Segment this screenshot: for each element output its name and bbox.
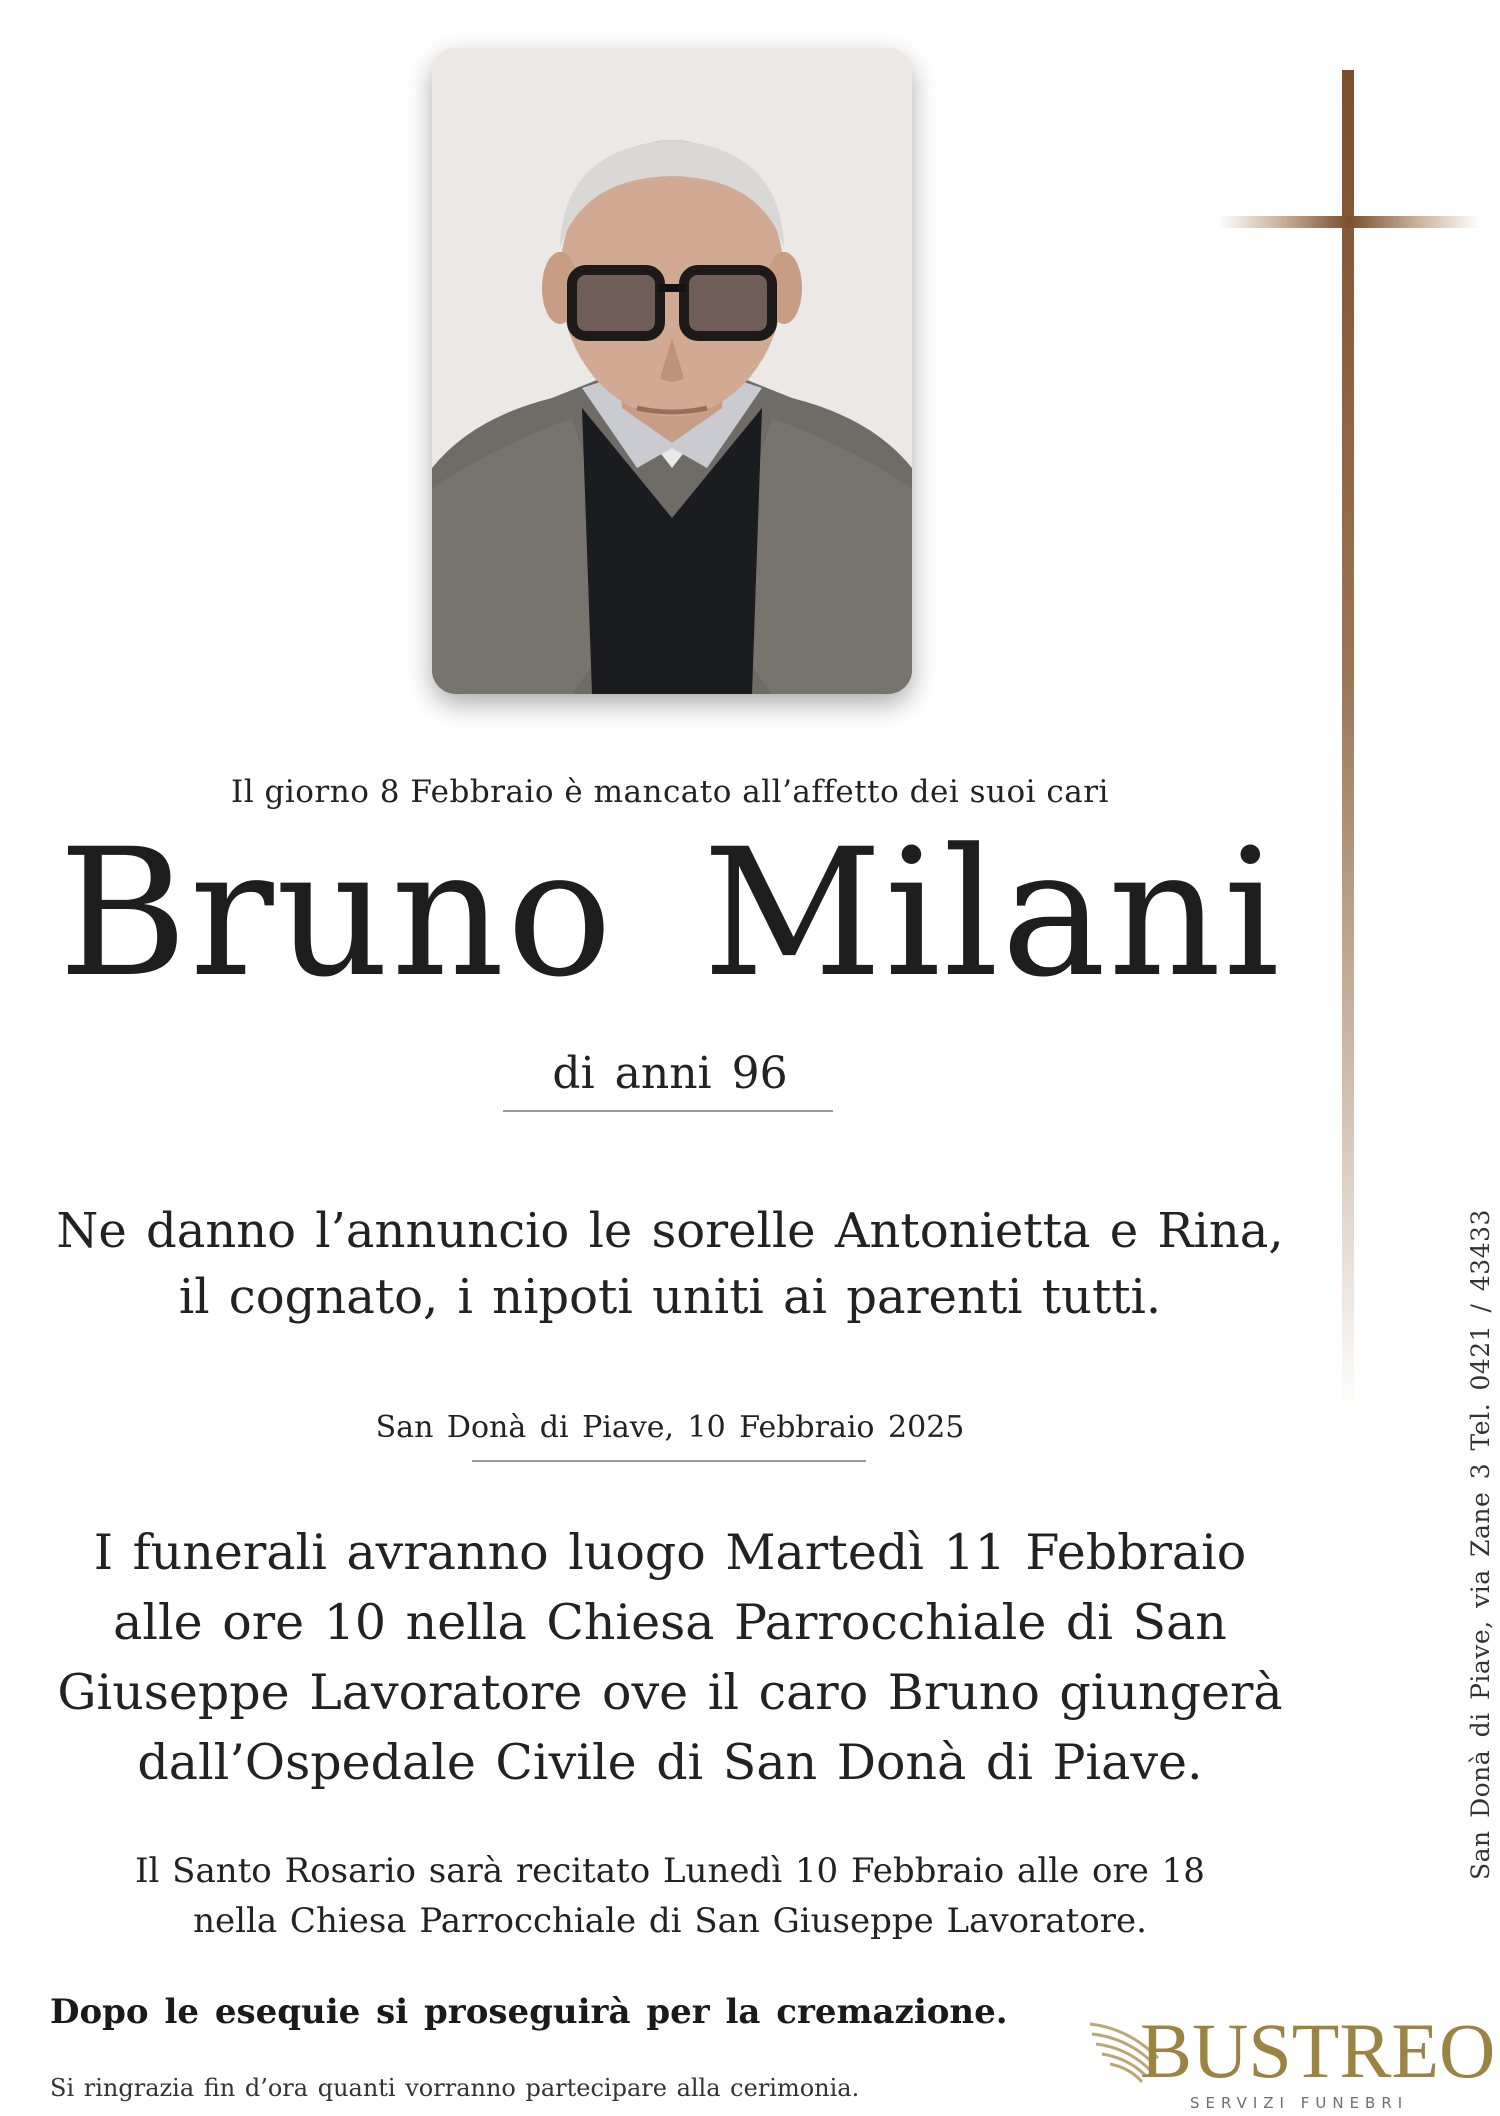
- cross-vertical-bar: [1342, 70, 1354, 1410]
- announcement-block: [0, 1198, 1340, 1330]
- rosary-line: Il Santo Rosario sarà recitato Lunedì 10 Febbraio alle ore 18: [135, 1851, 1205, 1891]
- age-divider: [503, 1110, 833, 1112]
- funeral-line: alle ore 10 nella Chiesa Parrocchiale di San: [113, 1594, 1227, 1651]
- date-divider: [472, 1460, 866, 1462]
- cross-horizontal-bar: [1218, 216, 1480, 228]
- contact-vertical: San Donà di Piave, via Zane 3 Tel. 0421 / 43433: [1466, 1209, 1495, 1880]
- funeral-line: Giuseppe Lavoratore ove il caro Bruno giungerà: [57, 1664, 1283, 1721]
- logo-subtitle: SERVIZI FUNEBRI: [1190, 2094, 1409, 2112]
- intro-text: Il giorno 8 Febbraio è mancato all’affetto dei suoi cari: [231, 774, 1109, 810]
- funeral-line: I funerali avranno luogo Martedì 11 Febbraio: [93, 1524, 1247, 1581]
- age-text: di anni 96: [552, 1048, 788, 1099]
- funeral-line: dall’Ospedale Civile di San Donà di Piave.: [137, 1734, 1203, 1791]
- cremation-note: Dopo le esequie si proseguirà per la cremazione.: [50, 1992, 1008, 2032]
- place-date: San Donà di Piave, 10 Febbraio 2025: [375, 1410, 965, 1445]
- bustreo-logo: [1088, 2007, 1496, 2112]
- announcement-line: Ne danno l’annuncio le sorelle Antonietta e Rina,: [56, 1203, 1284, 1259]
- funeral-block: [0, 1518, 1340, 1798]
- deceased-name: Bruno Milani: [58, 811, 1282, 1016]
- announcement-line: il cognato, i nipoti uniti ai parenti tutti.: [178, 1269, 1162, 1325]
- portrait-photo: [432, 48, 912, 694]
- logo-wordmark: BUSTREO: [1140, 2007, 1496, 2094]
- rosary-block: [0, 1846, 1340, 1946]
- rosary-line: nella Chiesa Parrocchiale di San Giuseppe Lavoratore.: [193, 1901, 1147, 1941]
- thanks-note: Si ringrazia fin d’ora quanti vorranno partecipare alla cerimonia.: [50, 2074, 860, 2102]
